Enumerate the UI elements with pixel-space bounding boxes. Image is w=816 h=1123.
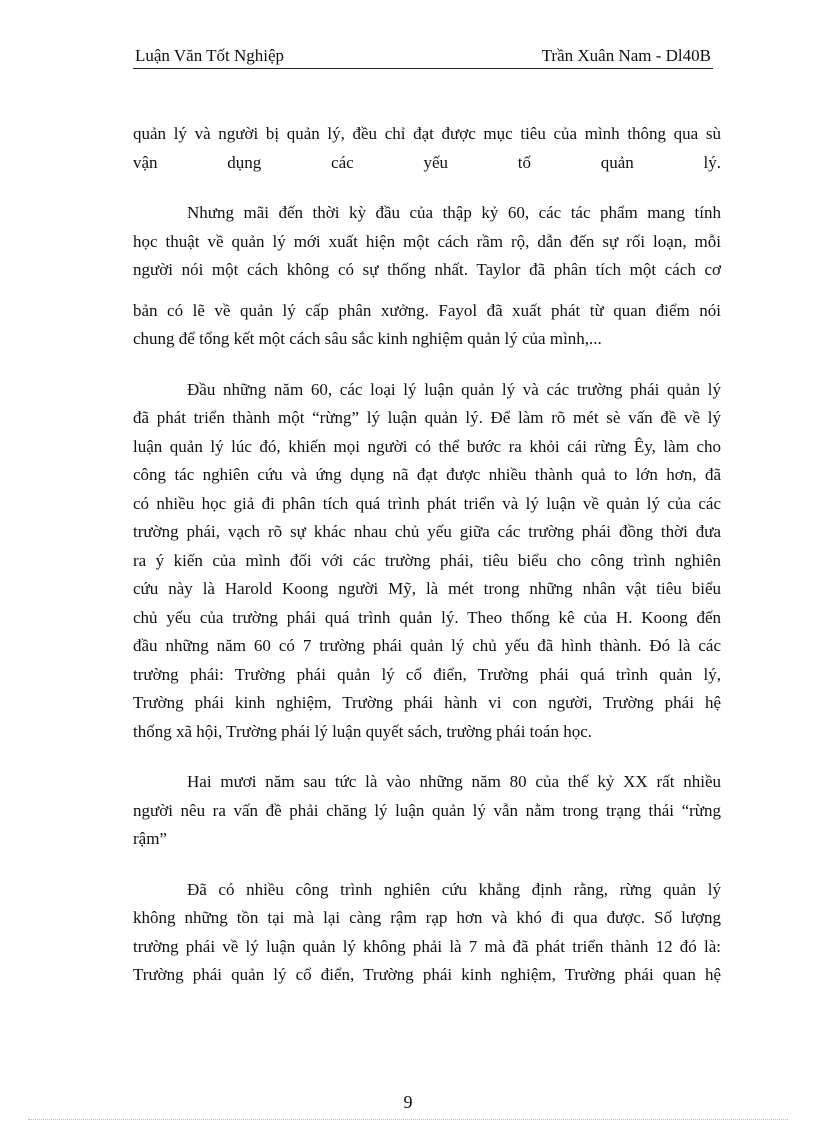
text-line: đã phát triển thành một “rừng” lý luận quản lý. Để làm rõ mét sè vấn đề về lý: [133, 408, 721, 427]
page-header: [133, 46, 713, 69]
header-author: Trần Xuân Nam - Dl40B: [541, 46, 711, 65]
text-line: luận quản lý lúc đó, khiến mọi người có thể bước ra khỏi cái rừng Êy, làm cho: [133, 436, 721, 456]
text-line: công tác nghiên cứu và ứng dụng nã đạt được nhiều thành quả to lớn hơn, đã: [133, 465, 721, 484]
text-line: bản có lẽ về quản lý cấp phân xưởng. Fayol đã xuất phát từ quan điểm nói: [133, 300, 721, 320]
paragraph-2: [133, 199, 721, 354]
text-line: Đã có nhiều công trình nghiên cứu khẳng định rằng, rừng quản lý: [187, 879, 721, 899]
text-line: Trường phái kinh nghiệm, Trường phái hành vi con người, Trường phái hệ: [133, 693, 721, 712]
text-line: vận dụng các yếu tố quản lý.: [133, 152, 721, 172]
text-line: Trường phái quản lý cổ điển, Trường phái kinh nghiệm, Trường phái quan hệ: [133, 965, 721, 984]
text-line: có nhiều học giả đi phân tích quá trình phát triển và lý luận về quản lý của các: [133, 493, 721, 513]
text-line: không những tồn tại mà lại càng rậm rạp hơn và khó đi qua được. Số lượng: [133, 908, 721, 927]
text-line: trường phái, vạch rõ sự khác nhau chủ yếu giữa các trường phái đồng thời đưa: [133, 522, 721, 541]
text-line: quản lý và người bị quản lý, đều chỉ đạt được mục tiêu của mình thông qua sù: [133, 124, 721, 143]
text-line: cứu này là Harold Koong người Mỹ, là mét trong những nhân vật tiêu biểu: [133, 579, 721, 598]
text-line: Hai mươi năm sau tức là vào những năm 80 của thế kỷ XX rất nhiều: [187, 772, 721, 791]
text-line: người nói một cách không có sự thống nhất. Taylor đã phân tích một cách cơ: [133, 260, 721, 279]
text-line: đầu những năm 60 có 7 trường phái quản lý chủ yếu đã hình thành. Đó là các: [133, 636, 721, 655]
header-thesis-title: Luận Văn Tốt Nghiệp: [135, 46, 285, 65]
text-line: trường phái: Trường phái quản lý cổ điển, Trường phái quá trình quản lý,: [133, 664, 721, 684]
text-line: Nhưng mãi đến thời kỳ đầu của thập kỷ 60, các tác phẩm mang tính: [187, 203, 721, 222]
page-number: 9: [403, 1092, 413, 1112]
paragraph-3: [133, 376, 721, 747]
text-line: Đầu những năm 60, các loại lý luận quản lý và các trường phái quản lý: [187, 379, 721, 399]
text-line: người nêu ra vấn đề phải chăng lý luận quản lý vẫn nằm trong trạng thái “rừng: [133, 800, 721, 820]
text-line: rậm”: [133, 829, 167, 848]
paragraph-1: [133, 120, 721, 177]
footer-divider: [28, 1119, 788, 1120]
paragraph-4: [133, 768, 721, 854]
text-line: chủ yếu của trường phái quá trình quản lý. Theo thống kê của H. Koong đến: [133, 607, 721, 627]
text-line: chung để tổng kết một cách sâu sắc kinh nghiệm quản lý của mình,...: [133, 329, 602, 348]
text-line: thống xã hội, Trường phái lý luận quyết sách, trường phái toán học.: [133, 721, 592, 741]
text-line: trường phái về lý luận quản lý không phải là 7 mà đã phát triển thành 12 đó là:: [133, 936, 721, 956]
document-body: [133, 120, 721, 990]
text-line: ra ý kiến của mình đối với các trường phái, tiêu biểu cho công trình nghiên: [133, 550, 721, 570]
text-line: học thuật về quản lý mới xuất hiện một cách rầm rộ, dẫn đến sự rối loạn, mỗi: [133, 231, 721, 251]
paragraph-5: [133, 876, 721, 990]
